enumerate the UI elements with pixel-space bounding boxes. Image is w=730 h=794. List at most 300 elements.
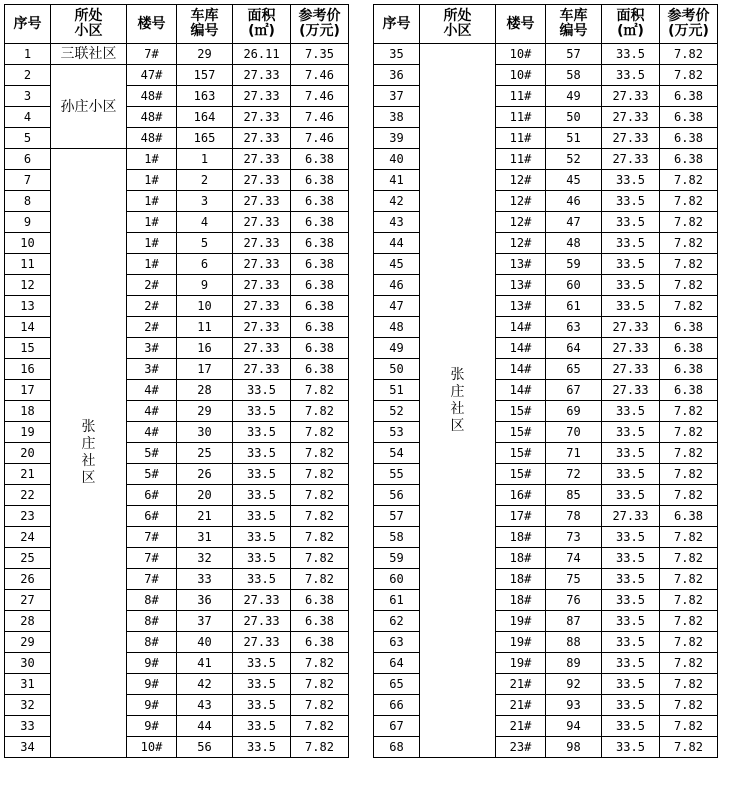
- garage-no: 93: [546, 695, 602, 716]
- garage-no: 87: [546, 611, 602, 632]
- area-name-char: 社: [450, 400, 465, 417]
- ref-price: 7.82: [660, 527, 718, 548]
- garage-no: 43: [177, 695, 233, 716]
- column-gap: [349, 296, 374, 317]
- garage-no: 1: [177, 149, 233, 170]
- ref-price: 7.82: [660, 44, 718, 65]
- ref-price: 7.82: [660, 170, 718, 191]
- header-label: 楼号: [137, 15, 166, 32]
- area-value: 33.5: [233, 464, 291, 485]
- seq-no: 38: [374, 107, 420, 128]
- building-no: 9#: [127, 674, 177, 695]
- seq-no: 11: [5, 254, 51, 275]
- seq-no: 47: [374, 296, 420, 317]
- seq-no: 18: [5, 401, 51, 422]
- garage-no: 16: [177, 338, 233, 359]
- building-no: 8#: [127, 590, 177, 611]
- seq-no: 64: [374, 653, 420, 674]
- building-no: 18#: [496, 527, 546, 548]
- garage-no: 3: [177, 191, 233, 212]
- ref-price: 7.82: [291, 653, 349, 674]
- seq-no: 50: [374, 359, 420, 380]
- ref-price: 7.82: [291, 380, 349, 401]
- ref-price: 7.82: [660, 443, 718, 464]
- seq-no: 1: [5, 44, 51, 65]
- seq-no: 26: [5, 569, 51, 590]
- ref-price: 7.82: [291, 506, 349, 527]
- area-value: 33.5: [602, 191, 660, 212]
- seq-no: 34: [5, 737, 51, 758]
- garage-no: 40: [177, 632, 233, 653]
- ref-price: 7.82: [660, 275, 718, 296]
- area-value: 27.33: [233, 275, 291, 296]
- seq-no: 66: [374, 695, 420, 716]
- ref-price: 6.38: [291, 359, 349, 380]
- area-value: 27.33: [602, 107, 660, 128]
- area-value: 33.5: [602, 44, 660, 65]
- right-header-col-3: [546, 5, 602, 44]
- building-no: 11#: [496, 149, 546, 170]
- building-no: 16#: [496, 485, 546, 506]
- building-no: 1#: [127, 254, 177, 275]
- seq-no: 62: [374, 611, 420, 632]
- ref-price: 7.82: [291, 422, 349, 443]
- table-row: [5, 65, 718, 86]
- header-label: 参考价: [667, 8, 710, 24]
- building-no: 1#: [127, 149, 177, 170]
- building-no: 11#: [496, 86, 546, 107]
- building-no: 18#: [496, 548, 546, 569]
- garage-no: 65: [546, 359, 602, 380]
- ref-price: 7.82: [291, 527, 349, 548]
- area-value: 33.5: [233, 695, 291, 716]
- area-value: 27.33: [233, 296, 291, 317]
- building-no: 12#: [496, 191, 546, 212]
- ref-price: 7.82: [660, 422, 718, 443]
- building-no: 13#: [496, 296, 546, 317]
- seq-no: 31: [5, 674, 51, 695]
- area-value: 27.33: [233, 86, 291, 107]
- building-no: 9#: [127, 716, 177, 737]
- column-gap: [349, 590, 374, 611]
- column-gap: [349, 401, 374, 422]
- garage-table: [4, 4, 718, 758]
- ref-price: 7.82: [660, 233, 718, 254]
- seq-no: 56: [374, 485, 420, 506]
- building-no: 14#: [496, 317, 546, 338]
- area-value: 33.5: [602, 653, 660, 674]
- area-value: 27.33: [233, 128, 291, 149]
- garage-no: 57: [546, 44, 602, 65]
- garage-no: 30: [177, 422, 233, 443]
- area-value: 33.5: [233, 485, 291, 506]
- area-value: 27.33: [233, 632, 291, 653]
- ref-price: 7.82: [291, 737, 349, 758]
- ref-price: 6.38: [660, 359, 718, 380]
- ref-price: 7.82: [660, 191, 718, 212]
- garage-no: 6: [177, 254, 233, 275]
- ref-price: 6.38: [291, 317, 349, 338]
- building-no: 18#: [496, 590, 546, 611]
- building-no: 10#: [496, 44, 546, 65]
- area-value: 27.33: [233, 191, 291, 212]
- area-value: 27.33: [233, 590, 291, 611]
- seq-no: 43: [374, 212, 420, 233]
- area-value: 27.33: [233, 170, 291, 191]
- ref-price: 7.82: [291, 464, 349, 485]
- area-value: 33.5: [233, 653, 291, 674]
- seq-no: 2: [5, 65, 51, 86]
- ref-price: 6.38: [660, 338, 718, 359]
- area-value: 27.33: [602, 338, 660, 359]
- seq-no: 60: [374, 569, 420, 590]
- building-no: 8#: [127, 611, 177, 632]
- column-gap: [349, 275, 374, 296]
- column-gap: [349, 380, 374, 401]
- ref-price: 7.82: [660, 254, 718, 275]
- area-value: 33.5: [602, 674, 660, 695]
- left-header-col-2: [127, 5, 177, 44]
- area-value: 33.5: [602, 233, 660, 254]
- ref-price: 6.38: [660, 149, 718, 170]
- column-gap: [349, 317, 374, 338]
- seq-no: 55: [374, 464, 420, 485]
- ref-price: 7.82: [291, 569, 349, 590]
- garage-no: 163: [177, 86, 233, 107]
- area-value: 27.33: [233, 233, 291, 254]
- header-label: 编号: [190, 23, 219, 39]
- building-no: 1#: [127, 212, 177, 233]
- header-label: 参考价: [298, 8, 341, 24]
- building-no: 5#: [127, 464, 177, 485]
- ref-price: 7.46: [291, 128, 349, 149]
- garage-no: 164: [177, 107, 233, 128]
- seq-no: 57: [374, 506, 420, 527]
- header-label: (万元): [299, 23, 340, 39]
- column-gap: [349, 443, 374, 464]
- seq-no: 40: [374, 149, 420, 170]
- garage-no: 92: [546, 674, 602, 695]
- seq-no: 4: [5, 107, 51, 128]
- ref-price: 7.82: [291, 548, 349, 569]
- header-label: 小区: [74, 23, 103, 39]
- column-gap: [349, 149, 374, 170]
- column-gap: [349, 65, 374, 86]
- area-name-char: 庄: [81, 436, 96, 452]
- garage-no: 69: [546, 401, 602, 422]
- ref-price: 6.38: [660, 128, 718, 149]
- area-value: 27.33: [233, 65, 291, 86]
- garage-no: 63: [546, 317, 602, 338]
- building-no: 19#: [496, 632, 546, 653]
- area-value: 33.5: [233, 506, 291, 527]
- seq-no: 44: [374, 233, 420, 254]
- column-gap: [349, 254, 374, 275]
- seq-no: 68: [374, 737, 420, 758]
- garage-no: 33: [177, 569, 233, 590]
- garage-no: 85: [546, 485, 602, 506]
- seq-no: 23: [5, 506, 51, 527]
- area-name-char: 社: [81, 453, 96, 469]
- area-value: 27.33: [602, 380, 660, 401]
- column-gap: [349, 527, 374, 548]
- garage-no: 71: [546, 443, 602, 464]
- seq-no: 63: [374, 632, 420, 653]
- seq-no: 6: [5, 149, 51, 170]
- area-cell: 三联社区: [51, 44, 127, 65]
- building-no: 14#: [496, 359, 546, 380]
- column-gap: [349, 569, 374, 590]
- ref-price: 7.82: [660, 296, 718, 317]
- building-no: 21#: [496, 716, 546, 737]
- column-gap: [349, 485, 374, 506]
- left-header-col-5: [291, 5, 349, 44]
- building-no: 4#: [127, 380, 177, 401]
- area-value: 33.5: [602, 716, 660, 737]
- ref-price: 6.38: [660, 107, 718, 128]
- garage-no: 28: [177, 380, 233, 401]
- building-no: 18#: [496, 569, 546, 590]
- area-value: 33.5: [233, 527, 291, 548]
- building-no: 17#: [496, 506, 546, 527]
- garage-no: 31: [177, 527, 233, 548]
- seq-no: 5: [5, 128, 51, 149]
- ref-price: 7.82: [291, 443, 349, 464]
- ref-price: 7.82: [660, 611, 718, 632]
- header-label: 小区: [443, 23, 472, 39]
- building-no: 3#: [127, 338, 177, 359]
- garage-no: 45: [546, 170, 602, 191]
- ref-price: 6.38: [660, 506, 718, 527]
- seq-no: 54: [374, 443, 420, 464]
- column-gap: [349, 716, 374, 737]
- ref-price: 6.38: [291, 296, 349, 317]
- building-no: 6#: [127, 485, 177, 506]
- header-label: 楼号: [506, 15, 535, 32]
- garage-no: 4: [177, 212, 233, 233]
- seq-no: 27: [5, 590, 51, 611]
- garage-no: 89: [546, 653, 602, 674]
- garage-no: 10: [177, 296, 233, 317]
- ref-price: 7.82: [660, 464, 718, 485]
- building-no: 10#: [496, 65, 546, 86]
- seq-no: 30: [5, 653, 51, 674]
- area-value: 27.33: [233, 254, 291, 275]
- right-header-col-2: [496, 5, 546, 44]
- seq-no: 45: [374, 254, 420, 275]
- ref-price: 6.38: [291, 149, 349, 170]
- area-value: 33.5: [602, 737, 660, 758]
- building-no: 15#: [496, 464, 546, 485]
- area-value: 33.5: [233, 380, 291, 401]
- column-gap: [349, 338, 374, 359]
- table-row: [5, 44, 718, 65]
- garage-no: 29: [177, 44, 233, 65]
- ref-price: 7.35: [291, 44, 349, 65]
- seq-no: 12: [5, 275, 51, 296]
- garage-no: 76: [546, 590, 602, 611]
- area-value: 33.5: [233, 401, 291, 422]
- building-no: 19#: [496, 611, 546, 632]
- area-value: 33.5: [602, 695, 660, 716]
- area-name-char: 区: [81, 470, 96, 486]
- building-no: 12#: [496, 170, 546, 191]
- ref-price: 7.82: [660, 695, 718, 716]
- area-value: 33.5: [602, 422, 660, 443]
- building-no: 21#: [496, 674, 546, 695]
- ref-price: 7.82: [660, 485, 718, 506]
- ref-price: 7.46: [291, 65, 349, 86]
- column-gap: [349, 464, 374, 485]
- area-value: 27.33: [602, 359, 660, 380]
- building-no: 14#: [496, 338, 546, 359]
- area-cell: [420, 44, 496, 758]
- area-value: 27.33: [233, 149, 291, 170]
- ref-price: 7.82: [660, 212, 718, 233]
- right-header-col-5: [660, 5, 718, 44]
- seq-no: 13: [5, 296, 51, 317]
- column-gap: [349, 5, 374, 44]
- garage-no: 46: [546, 191, 602, 212]
- building-no: 11#: [496, 128, 546, 149]
- garage-no: 78: [546, 506, 602, 527]
- garage-no: 32: [177, 548, 233, 569]
- building-no: 12#: [496, 233, 546, 254]
- ref-price: 7.82: [291, 716, 349, 737]
- area-name-char: 庄: [450, 383, 465, 400]
- garage-no: 165: [177, 128, 233, 149]
- left-header-col-0: [5, 5, 51, 44]
- garage-no: 20: [177, 485, 233, 506]
- area-value: 27.33: [602, 149, 660, 170]
- seq-no: 33: [5, 716, 51, 737]
- header-label: (㎡): [248, 23, 275, 39]
- ref-price: 7.82: [660, 548, 718, 569]
- building-no: 2#: [127, 317, 177, 338]
- building-no: 5#: [127, 443, 177, 464]
- garage-no: 70: [546, 422, 602, 443]
- area-value: 33.5: [602, 296, 660, 317]
- ref-price: 6.38: [660, 317, 718, 338]
- area-cell: 孙庄小区: [51, 65, 127, 149]
- area-value: 33.5: [233, 569, 291, 590]
- garage-no: 157: [177, 65, 233, 86]
- column-gap: [349, 86, 374, 107]
- seq-no: 41: [374, 170, 420, 191]
- column-gap: [349, 737, 374, 758]
- garage-no: 64: [546, 338, 602, 359]
- ref-price: 6.38: [291, 254, 349, 275]
- garage-no: 29: [177, 401, 233, 422]
- building-no: 14#: [496, 380, 546, 401]
- column-gap: [349, 695, 374, 716]
- garage-no: 44: [177, 716, 233, 737]
- header-label: 面积: [616, 8, 645, 24]
- ref-price: 7.82: [291, 695, 349, 716]
- seq-no: 37: [374, 86, 420, 107]
- building-no: 1#: [127, 191, 177, 212]
- ref-price: 7.82: [660, 737, 718, 758]
- garage-no: 42: [177, 674, 233, 695]
- area-value: 33.5: [602, 485, 660, 506]
- garage-no: 5: [177, 233, 233, 254]
- right-header-col-1: [420, 5, 496, 44]
- building-no: 9#: [127, 695, 177, 716]
- building-no: 12#: [496, 212, 546, 233]
- header-label: 编号: [559, 23, 588, 39]
- header-label: (万元): [668, 23, 709, 39]
- garage-no: 88: [546, 632, 602, 653]
- ref-price: 7.82: [660, 632, 718, 653]
- area-value: 33.5: [602, 590, 660, 611]
- area-value: 27.33: [602, 128, 660, 149]
- building-no: 4#: [127, 401, 177, 422]
- building-no: 3#: [127, 359, 177, 380]
- column-gap: [349, 611, 374, 632]
- seq-no: 14: [5, 317, 51, 338]
- seq-no: 52: [374, 401, 420, 422]
- building-no: 15#: [496, 443, 546, 464]
- building-no: 48#: [127, 128, 177, 149]
- ref-price: 6.38: [660, 380, 718, 401]
- seq-no: 29: [5, 632, 51, 653]
- building-no: 13#: [496, 275, 546, 296]
- ref-price: 6.38: [660, 86, 718, 107]
- header-label: 面积: [247, 8, 276, 24]
- area-value: 27.33: [233, 359, 291, 380]
- building-no: 13#: [496, 254, 546, 275]
- area-value: 27.33: [602, 317, 660, 338]
- garage-no: 21: [177, 506, 233, 527]
- right-header-col-0: [374, 5, 420, 44]
- seq-no: 42: [374, 191, 420, 212]
- ref-price: 7.46: [291, 107, 349, 128]
- area-value: 33.5: [233, 422, 291, 443]
- building-no: 48#: [127, 86, 177, 107]
- seq-no: 48: [374, 317, 420, 338]
- building-no: 7#: [127, 44, 177, 65]
- header-label: 所处: [74, 8, 103, 24]
- garage-no: 48: [546, 233, 602, 254]
- building-no: 47#: [127, 65, 177, 86]
- column-gap: [349, 128, 374, 149]
- area-value: 33.5: [602, 275, 660, 296]
- garage-no: 37: [177, 611, 233, 632]
- column-gap: [349, 191, 374, 212]
- ref-price: 6.38: [291, 191, 349, 212]
- seq-no: 3: [5, 86, 51, 107]
- ref-price: 6.38: [291, 212, 349, 233]
- seq-no: 35: [374, 44, 420, 65]
- area-value: 27.33: [233, 212, 291, 233]
- ref-price: 7.82: [291, 674, 349, 695]
- building-no: 1#: [127, 233, 177, 254]
- garage-no: 74: [546, 548, 602, 569]
- garage-price-list: [4, 4, 718, 758]
- right-header-col-4: [602, 5, 660, 44]
- area-value: 26.11: [233, 44, 291, 65]
- area-value: 27.33: [233, 338, 291, 359]
- ref-price: 6.38: [291, 275, 349, 296]
- garage-no: 49: [546, 86, 602, 107]
- seq-no: 53: [374, 422, 420, 443]
- seq-no: 65: [374, 674, 420, 695]
- seq-no: 17: [5, 380, 51, 401]
- ref-price: 7.82: [291, 401, 349, 422]
- area-name-char: 张: [450, 366, 465, 383]
- garage-no: 58: [546, 65, 602, 86]
- ref-price: 6.38: [291, 233, 349, 254]
